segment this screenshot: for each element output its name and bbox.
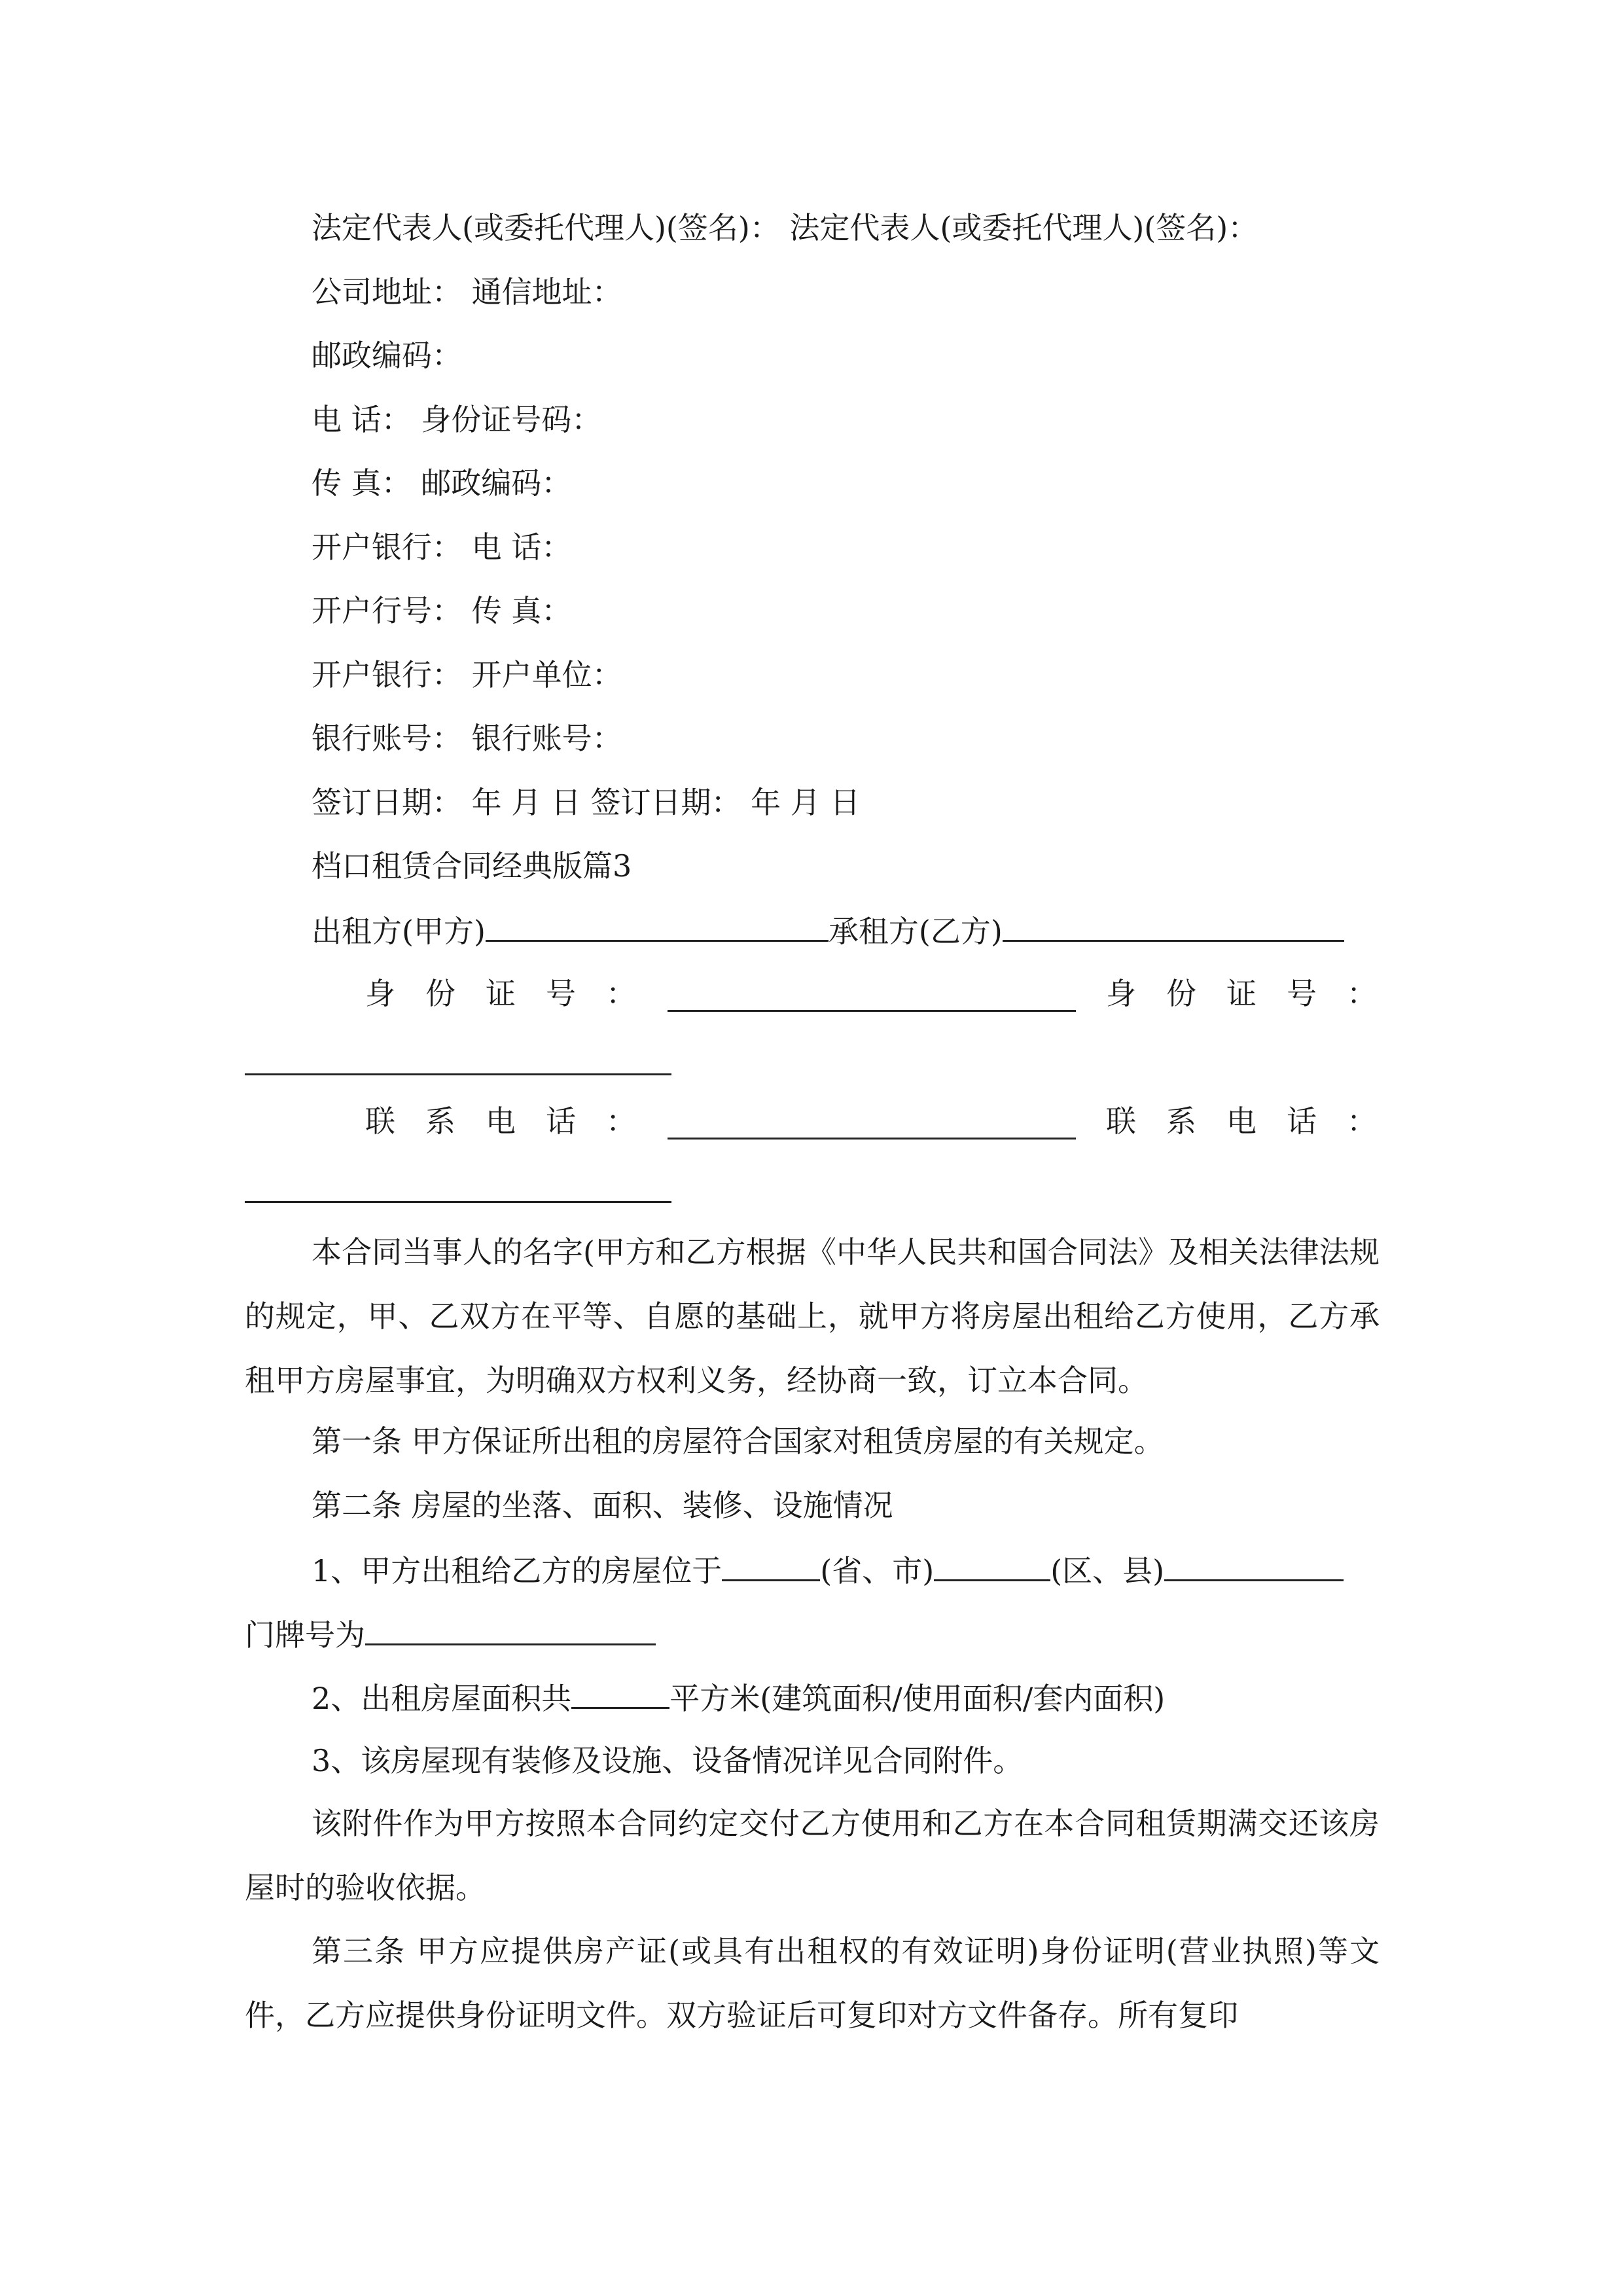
area-blank <box>571 1677 669 1709</box>
item-1-text: 1、甲方出租给乙方的房屋位于 <box>312 1553 722 1588</box>
item-2-text: 2、出租房屋面积共 <box>312 1681 572 1716</box>
phone-label-char: 系 <box>1166 1103 1196 1139</box>
signature-account-line: 银行账号： 银行账号： <box>312 721 622 756</box>
phone-label-char: 联 <box>365 1103 395 1139</box>
phone-label-char: 话 <box>1287 1103 1317 1139</box>
signature-bank-line-1: 开户银行： 电 话： <box>312 529 572 565</box>
phone-label-char: ： <box>606 1103 636 1139</box>
signature-fax-line: 传 真： 邮政编码： <box>312 465 572 501</box>
signature-rep-line: 法定代表人(或委托代理人)(签名)： 法定代表人(或委托代理人)(签名)： <box>312 210 1258 245</box>
id-label-char: ： <box>606 976 636 1011</box>
id-label-char: ： <box>1347 976 1377 1011</box>
article-3: 第三条 甲方应提供房产证(或具有出租权的有效证明)身份证明(营业执照)等文件，乙方应提供身份证明文件。双方验证后可复印对方文件备存。所有复印 <box>245 1933 1380 2033</box>
lessor-id-blank <box>668 1010 1076 1012</box>
article-2-item-3: 3、该房屋现有装修及设施、设备情况详见合同附件。 <box>312 1743 1024 1778</box>
article-2-item-2 <box>312 1677 1165 1718</box>
phone-label-char: ： <box>1347 1103 1377 1139</box>
id-label-char: 号 <box>546 976 576 1011</box>
id-label-char: 份 <box>425 976 455 1011</box>
lessee-phone-blank <box>245 1201 671 1203</box>
signature-postcode-line: 邮政编码： <box>312 338 462 373</box>
id-label-char: 身 <box>1106 976 1136 1011</box>
id-label-char: 证 <box>1226 976 1257 1011</box>
signature-bank-no-line: 开户行号： 传 真： <box>312 593 572 628</box>
id-label-char: 份 <box>1166 976 1196 1011</box>
district-blank <box>934 1549 1050 1581</box>
id-label-char: 证 <box>486 976 516 1011</box>
signature-bank-line-2: 开户银行： 开户单位： <box>312 657 622 692</box>
lessee-id-blank <box>245 1073 671 1075</box>
province-blank <box>722 1549 820 1581</box>
lessor-phone-blank <box>668 1138 1076 1139</box>
signature-phone-line: 电 话： 身份证号码： <box>312 402 602 437</box>
lessor-label: 出租方(甲方) <box>312 914 486 949</box>
section-title: 档口租赁合同经典版篇3 <box>312 848 632 884</box>
phone-label-char: 电 <box>1226 1103 1257 1139</box>
item-1-province-label: (省、市) <box>820 1553 935 1588</box>
signature-address-line: 公司地址： 通信地址： <box>312 274 622 310</box>
article-2-title: 第二条 房屋的坐落、面积、装修、设施情况 <box>312 1488 893 1523</box>
appendix-paragraph: 该附件作为甲方按照本合同约定交付乙方使用和乙方在本合同租赁期满交还该房屋时的验收依据。 <box>245 1806 1380 1905</box>
street-blank <box>1164 1549 1344 1581</box>
parties-line <box>312 910 1344 951</box>
phone-label-char: 系 <box>425 1103 455 1139</box>
doorplate-label: 门牌号为 <box>245 1617 365 1653</box>
phone-label-char: 电 <box>486 1103 516 1139</box>
signature-date-line: 签订日期： 年 月 日 签订日期： 年 月 日 <box>312 785 861 820</box>
lessee-blank <box>1003 910 1344 942</box>
article-2-item-1 <box>312 1549 1344 1590</box>
lessor-blank <box>486 910 829 942</box>
article-2-item-1-cont <box>245 1613 656 1655</box>
item-2-unit: 平方米(建筑面积/使用面积/套内面积) <box>669 1681 1166 1716</box>
item-1-district-label: (区、县) <box>1050 1553 1165 1588</box>
phone-label-char: 联 <box>1106 1103 1136 1139</box>
lessee-label: 承租方(乙方) <box>828 914 1003 949</box>
doorplate-blank <box>365 1613 656 1645</box>
phone-label-char: 话 <box>546 1103 576 1139</box>
article-1: 第一条 甲方保证所出租的房屋符合国家对租赁房屋的有关规定。 <box>312 1424 1164 1459</box>
intro-paragraph: 本合同当事人的名字(甲方和乙方根据《中华人民共和国合同法》及相关法律法规的规定，甲、乙双方在平等、自愿的基础上，就甲方将房屋出租给乙方使用，乙方承租甲方房屋事宜，为明确双方权利义务，经协商一致，订立本合同。 <box>245 1234 1380 1398</box>
id-label-char: 号 <box>1287 976 1317 1011</box>
id-label-char: 身 <box>365 976 395 1011</box>
